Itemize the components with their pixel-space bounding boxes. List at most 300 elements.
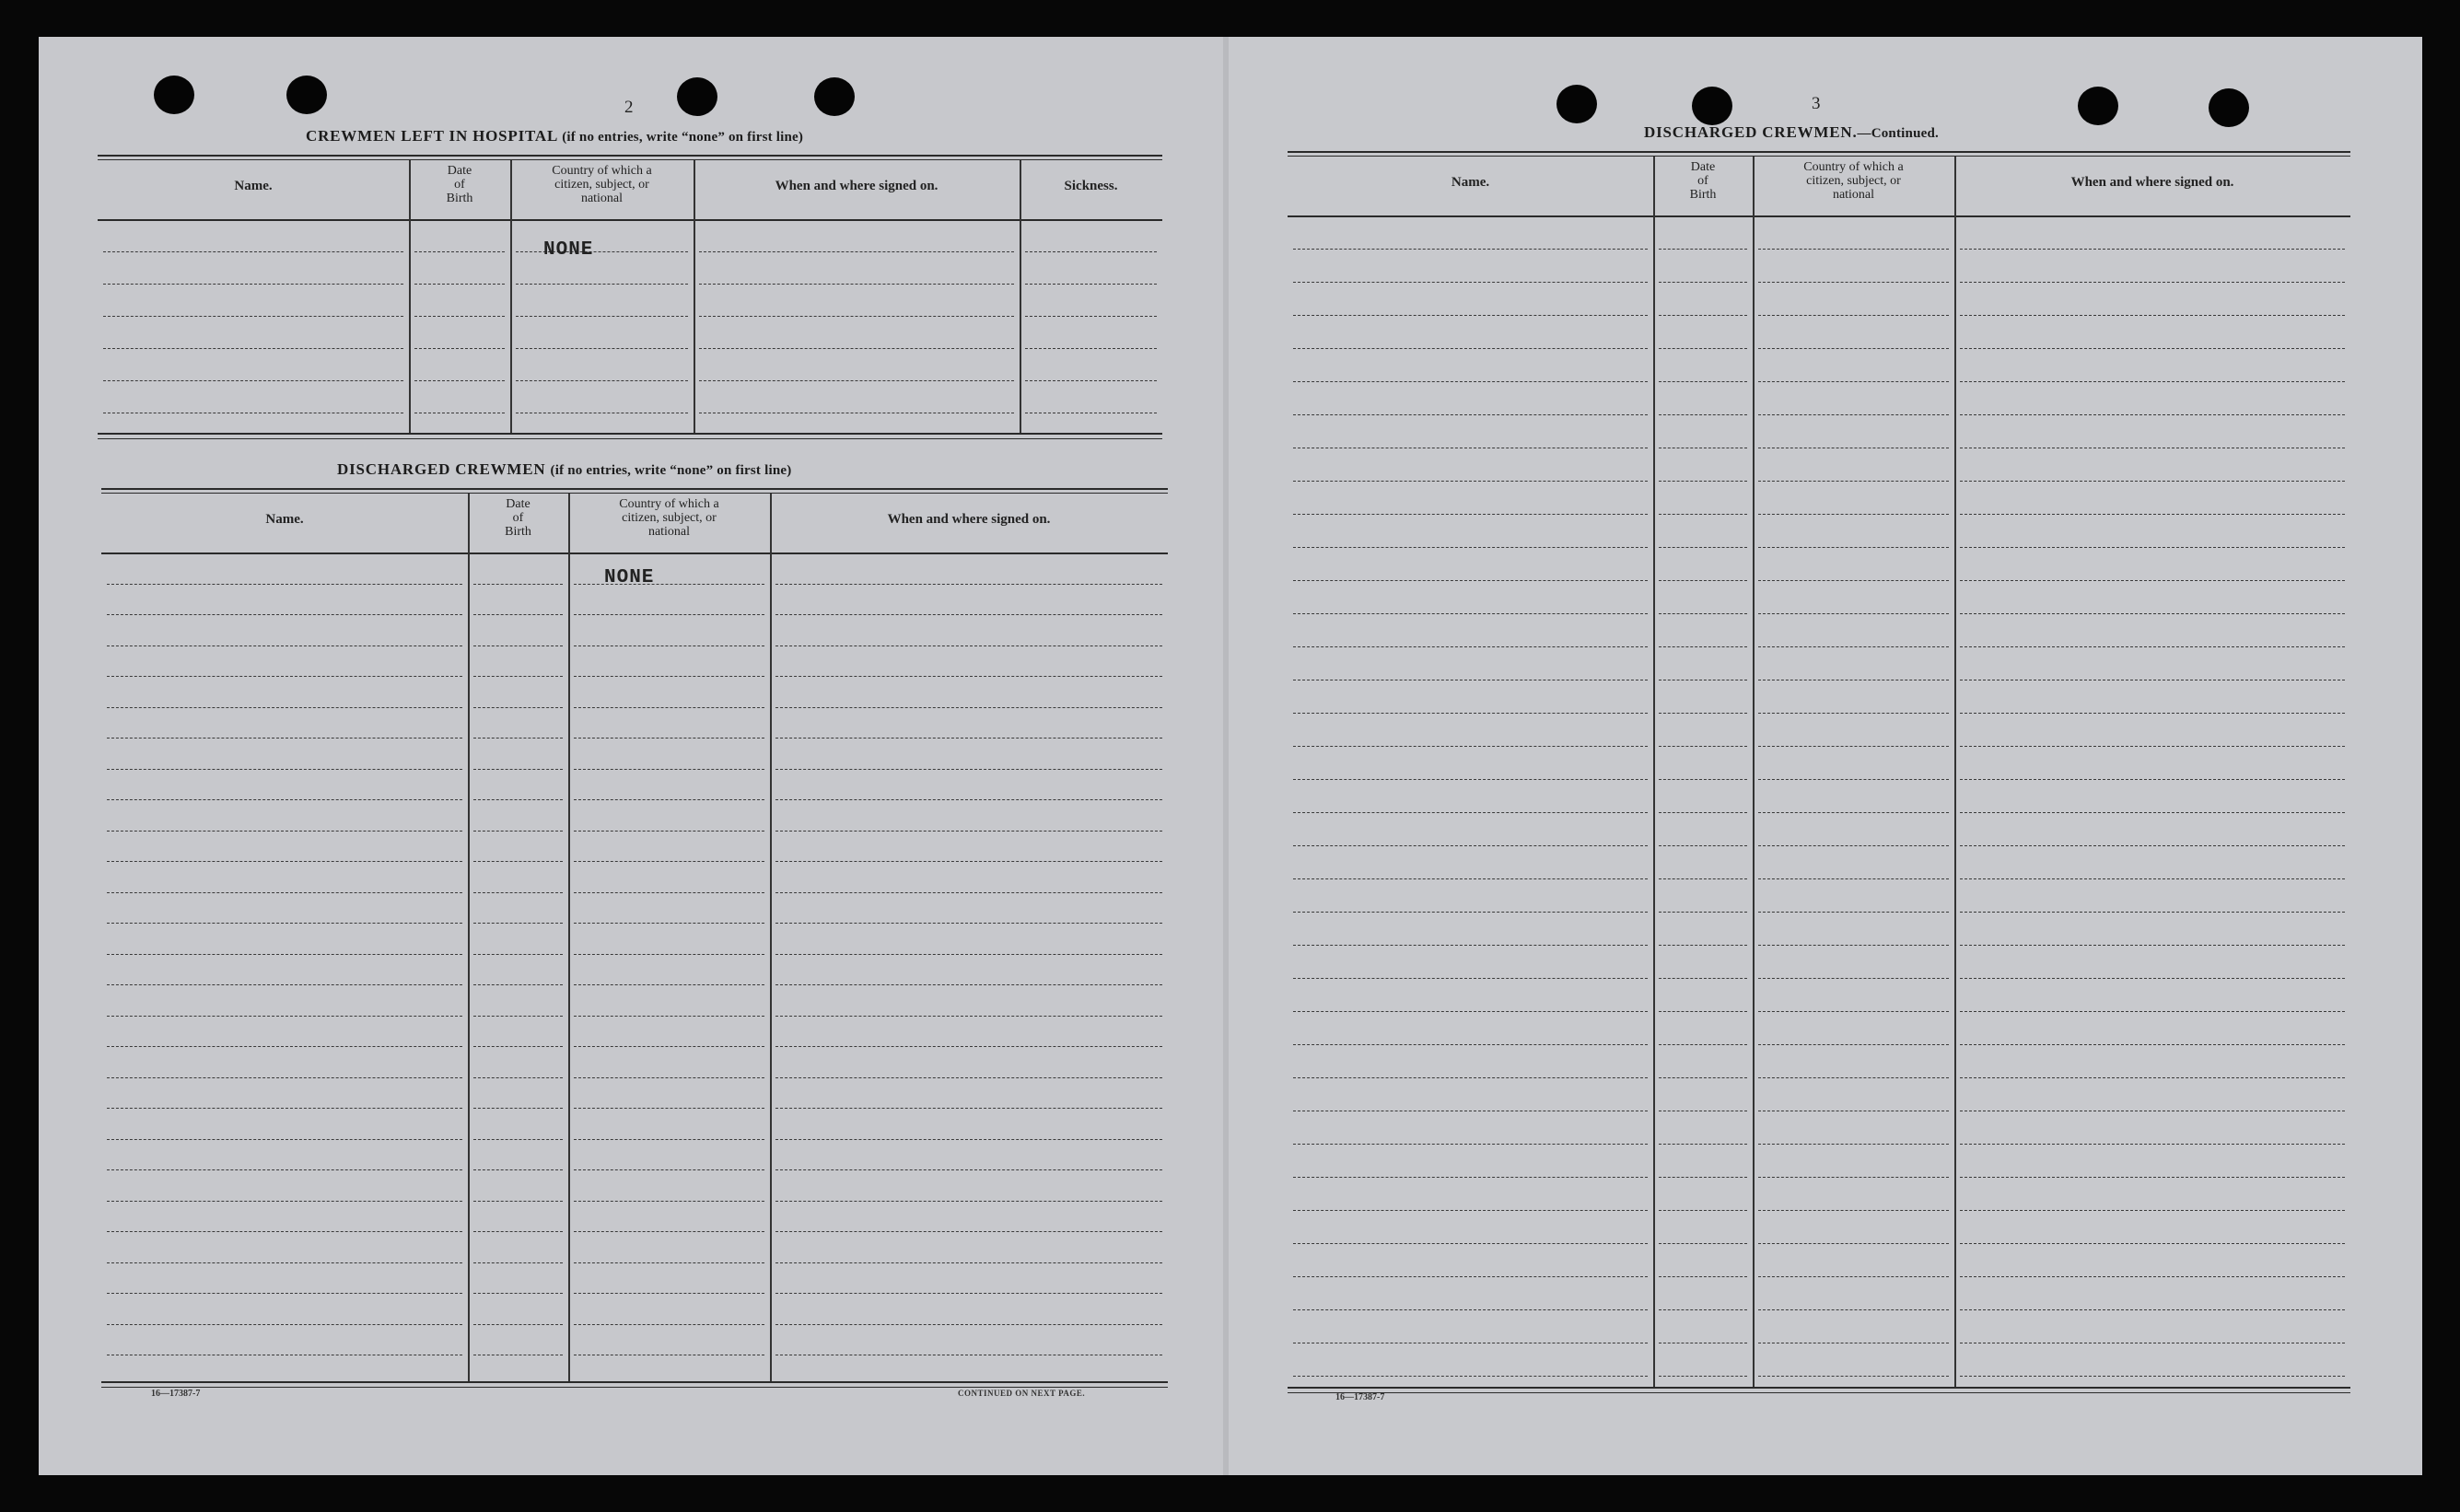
entry-line: [775, 1016, 1162, 1017]
entry-line: [1659, 845, 1747, 846]
entry-line: [1758, 613, 1949, 614]
entry-line: [1659, 315, 1747, 316]
entry-line: [473, 984, 563, 985]
entry-line: [1758, 1144, 1949, 1145]
column-divider: [770, 494, 772, 1381]
hospital-section-title: [306, 127, 803, 145]
entry-line: [1960, 514, 2345, 515]
entry-line: [1758, 646, 1949, 647]
entry-line: [775, 1324, 1162, 1325]
entry-line: [775, 614, 1162, 615]
entry-line: [473, 1324, 563, 1325]
entry-line: [107, 1108, 462, 1109]
column-header: [1288, 175, 1653, 191]
entry-line: [1758, 779, 1949, 780]
entry-line: [1758, 812, 1949, 813]
column-header: [1653, 160, 1753, 202]
entry-line: [107, 861, 462, 862]
entry-line: [1960, 1177, 2345, 1178]
entry-line: [1659, 1077, 1747, 1078]
entry-line: [1293, 978, 1648, 979]
entry-line: [473, 1046, 563, 1047]
entry-line: [1659, 282, 1747, 283]
entry-line: [1960, 1309, 2345, 1310]
entry-line: [1293, 381, 1648, 382]
entry-line: [1659, 1144, 1747, 1145]
entry-line: [516, 348, 688, 349]
entry-line: [1293, 646, 1648, 647]
entry-line: [1293, 1276, 1648, 1277]
entry-line: [699, 251, 1014, 252]
entry-line: [699, 284, 1014, 285]
entry-line: [1293, 249, 1648, 250]
entry-line: [1960, 945, 2345, 946]
entry-line: [107, 954, 462, 955]
discharged-continued-text: DISCHARGED CREWMEN.: [1644, 123, 1858, 141]
top-rule: [101, 493, 1168, 494]
entry-line: [1758, 1077, 1949, 1078]
entry-line: [1659, 713, 1747, 714]
entry-line: [1293, 547, 1648, 548]
entry-line: [414, 284, 505, 285]
entry-line: [1293, 1376, 1648, 1377]
entry-line: [1293, 1243, 1648, 1244]
bottom-rule: [1288, 1387, 2350, 1389]
column-header: [468, 497, 568, 539]
entry-line: [107, 1046, 462, 1047]
entry-line: [103, 380, 403, 381]
top-rule: [98, 159, 1162, 160]
entry-line: [1960, 978, 2345, 979]
entry-line: [1659, 1210, 1747, 1211]
entry-line: [473, 1108, 563, 1109]
entry-line: [775, 1169, 1162, 1170]
punch-hole: [154, 76, 194, 114]
column-header: [770, 512, 1168, 528]
entry-line: [1758, 1376, 1949, 1377]
entry-line: [1659, 1276, 1747, 1277]
punch-hole: [286, 76, 327, 114]
entry-line: [775, 799, 1162, 800]
entry-line: [107, 1077, 462, 1078]
entry-line: [1659, 1309, 1747, 1310]
entry-line: [1659, 878, 1747, 879]
entry-line: [1025, 380, 1157, 381]
entry-line: [1960, 381, 2345, 382]
entry-line: [574, 984, 764, 985]
entry-line: [1659, 381, 1747, 382]
entry-line: [775, 1293, 1162, 1294]
entry-line: [473, 923, 563, 924]
entry-line: [1659, 348, 1747, 349]
entry-line: [107, 707, 462, 708]
entry-line: [516, 284, 688, 285]
entry-line: [775, 738, 1162, 739]
entry-line: [1293, 878, 1648, 879]
entry-line: [516, 380, 688, 381]
entry-line: [1758, 878, 1949, 879]
bottom-rule: [98, 433, 1162, 435]
entry-line: [473, 1139, 563, 1140]
entry-line: [473, 861, 563, 862]
entry-line: [1659, 414, 1747, 415]
entry-line: [473, 799, 563, 800]
top-rule: [98, 155, 1162, 157]
entry-line: [1293, 315, 1648, 316]
entry-line: [1025, 251, 1157, 252]
entry-line: [1758, 713, 1949, 714]
column-header-line: citizen, subject, or: [1806, 174, 1901, 188]
entry-line: [1960, 1144, 2345, 1145]
header-rule: [98, 219, 1162, 221]
entry-line: [1659, 1011, 1747, 1012]
entry-line: [1758, 580, 1949, 581]
column-header-line: Birth: [1689, 188, 1717, 202]
entry-line: [414, 251, 505, 252]
entry-line: [1659, 1177, 1747, 1178]
entry-line: [1659, 945, 1747, 946]
entry-line: [1659, 812, 1747, 813]
entry-line: [1758, 978, 1949, 979]
entry-line: [1293, 1177, 1648, 1178]
column-divider: [1020, 160, 1021, 433]
punch-hole: [677, 77, 717, 116]
entry-line: [574, 707, 764, 708]
entry-line: [1758, 249, 1949, 250]
entry-line: [107, 1016, 462, 1017]
entry-line: [574, 584, 764, 585]
entry-line: [1025, 284, 1157, 285]
entry-line: [699, 316, 1014, 317]
entry-line: [1960, 613, 2345, 614]
entry-line: [1960, 249, 2345, 250]
entry-line: [1960, 1243, 2345, 1244]
entry-line: [1659, 1044, 1747, 1045]
entry-line: [1758, 348, 1949, 349]
entry-line: [775, 984, 1162, 985]
entry-line: [473, 892, 563, 893]
column-divider: [694, 160, 695, 433]
entry-line: [1960, 912, 2345, 913]
column-header: [510, 164, 694, 205]
entry-line: [574, 1231, 764, 1232]
entry-line: [775, 923, 1162, 924]
top-rule: [1288, 151, 2350, 153]
entry-line: [1960, 580, 2345, 581]
punch-hole: [2078, 87, 2118, 125]
form-number: 16—17387-7: [1335, 1392, 1385, 1402]
entry-line: [574, 1046, 764, 1047]
entry-line: [1960, 1077, 2345, 1078]
entry-line: [103, 284, 403, 285]
column-header: [98, 179, 409, 194]
entry-line: [1960, 1376, 2345, 1377]
bottom-rule: [101, 1381, 1168, 1383]
entry-line: [1293, 514, 1648, 515]
entry-line: [574, 738, 764, 739]
column-header-line: Birth: [505, 525, 531, 539]
entry-line: [473, 831, 563, 832]
entry-line: [473, 954, 563, 955]
header-rule: [1288, 215, 2350, 217]
column-divider: [568, 494, 570, 1381]
column-header-line: Name.: [234, 179, 273, 193]
column-header-line: of: [1697, 174, 1708, 188]
entry-line: [473, 769, 563, 770]
entry-line: [1960, 746, 2345, 747]
entry-line: [574, 1262, 764, 1263]
entry-line: [1659, 249, 1747, 250]
entry-line: [574, 676, 764, 677]
entry-line: [107, 769, 462, 770]
column-divider: [1753, 157, 1755, 1387]
column-divider: [468, 494, 470, 1381]
entry-line: [107, 676, 462, 677]
entry-line: [473, 1231, 563, 1232]
column-header-line: Date: [1690, 160, 1716, 174]
entry-line: [1758, 481, 1949, 482]
entry-line: [699, 348, 1014, 349]
entry-line: [775, 954, 1162, 955]
continued-suffix: —Continued.: [1857, 126, 1939, 141]
entry-line: [1758, 1210, 1949, 1211]
entry-line: [1659, 547, 1747, 548]
entry-line: [414, 380, 505, 381]
entry-line: [1758, 945, 1949, 946]
entry-line: [1960, 1011, 2345, 1012]
entry-line: [107, 738, 462, 739]
entry-line: [107, 1201, 462, 1202]
entry-line: [107, 1139, 462, 1140]
entry-line: [1758, 912, 1949, 913]
entry-line: [1960, 779, 2345, 780]
column-header-line: Country of which a: [619, 497, 719, 511]
entry-line: [775, 1201, 1162, 1202]
entry-line: [473, 738, 563, 739]
discharged-section-title: [337, 460, 791, 479]
entry-line: [699, 380, 1014, 381]
entry-line: [1758, 746, 1949, 747]
entry-line: [775, 1046, 1162, 1047]
left-page: [39, 37, 1227, 1475]
entry-line: [1758, 514, 1949, 515]
entry-line: [1293, 912, 1648, 913]
bottom-rule: [1288, 1392, 2350, 1393]
entry-line: [1960, 282, 2345, 283]
entry-line: [1960, 1210, 2345, 1211]
column-header-line: When and where signed on.: [2070, 175, 2234, 190]
entry-line: [574, 831, 764, 832]
entry-line: [473, 707, 563, 708]
page-fold: [1223, 37, 1229, 1475]
entry-line: [574, 1293, 764, 1294]
entry-line: [1293, 1309, 1648, 1310]
entry-line: [107, 1262, 462, 1263]
entry-line: [574, 1139, 764, 1140]
entry-line: [775, 676, 1162, 677]
entry-line: [1293, 945, 1648, 946]
entry-line: [103, 348, 403, 349]
entry-line: [1659, 912, 1747, 913]
entry-line: [1293, 845, 1648, 846]
column-divider: [1653, 157, 1655, 1387]
entry-line: [1960, 414, 2345, 415]
punch-hole: [1556, 85, 1597, 123]
column-header-line: Date: [506, 497, 530, 511]
right-page: [1227, 37, 2422, 1475]
entry-line: [107, 1231, 462, 1232]
entry-line: [574, 769, 764, 770]
entry-line: [1960, 1044, 2345, 1045]
entry-line: [1960, 646, 2345, 647]
top-rule: [1288, 156, 2350, 157]
continued-note: CONTINUED ON NEXT PAGE.: [958, 1389, 1086, 1398]
entry-line: [1758, 1243, 1949, 1244]
form-number: 16—17387-7: [151, 1389, 201, 1399]
discharged-title-text: DISCHARGED CREWMEN: [337, 460, 546, 478]
top-rule: [101, 488, 1168, 490]
entry-line: [1659, 580, 1747, 581]
column-header: [1020, 179, 1162, 194]
entry-line: [775, 769, 1162, 770]
entry-line: [473, 1293, 563, 1294]
column-header: [1753, 160, 1954, 202]
entry-line: [775, 831, 1162, 832]
column-header-line: citizen, subject, or: [622, 511, 717, 525]
column-header-line: national: [647, 525, 691, 539]
entry-line: [574, 892, 764, 893]
column-header: [694, 179, 1020, 194]
punch-hole: [1692, 87, 1732, 125]
entry-line: [107, 1293, 462, 1294]
entry-line: [574, 954, 764, 955]
entry-line: [775, 707, 1162, 708]
column-header-line: citizen, subject, or: [554, 178, 649, 192]
entry-line: [775, 892, 1162, 893]
column-divider: [1954, 157, 1956, 1387]
entry-line: [574, 1169, 764, 1170]
entry-text: NONE: [604, 567, 655, 588]
entry-line: [1293, 1210, 1648, 1211]
entry-line: [574, 1016, 764, 1017]
column-header-line: national: [580, 192, 624, 205]
column-header-line: Country of which a: [1803, 160, 1904, 174]
entry-line: [107, 831, 462, 832]
entry-line: [103, 251, 403, 252]
column-header: [568, 497, 770, 539]
entry-line: [1659, 978, 1747, 979]
entry-line: [1293, 1144, 1648, 1145]
entry-line: [1960, 1276, 2345, 1277]
entry-line: [1293, 1011, 1648, 1012]
entry-line: [1659, 613, 1747, 614]
entry-line: [1293, 812, 1648, 813]
entry-line: [1960, 878, 2345, 879]
column-header-line: of: [454, 178, 465, 192]
entry-line: [107, 1169, 462, 1170]
entry-line: [1293, 746, 1648, 747]
hospital-title-text: CREWMEN LEFT IN HOSPITAL: [306, 127, 558, 145]
entry-line: [1758, 1011, 1949, 1012]
entry-line: [574, 799, 764, 800]
entry-line: [775, 1077, 1162, 1078]
entry-line: [574, 614, 764, 615]
entry-line: [1293, 1077, 1648, 1078]
column-header: [101, 512, 468, 528]
entry-line: [1960, 713, 2345, 714]
entry-line: [1659, 1243, 1747, 1244]
entry-line: [107, 923, 462, 924]
entry-line: [1960, 845, 2345, 846]
column-header-line: Birth: [446, 192, 473, 205]
entry-line: [775, 1139, 1162, 1140]
entry-line: [1659, 514, 1747, 515]
entry-line: [1025, 316, 1157, 317]
entry-line: [1025, 348, 1157, 349]
entry-line: [1960, 348, 2345, 349]
entry-line: [1960, 547, 2345, 548]
entry-text: NONE: [543, 239, 594, 261]
column-header: [409, 164, 510, 205]
column-header-line: Sickness.: [1064, 179, 1118, 193]
entry-line: [473, 1262, 563, 1263]
punch-hole: [2209, 88, 2249, 127]
entry-line: [1758, 414, 1949, 415]
entry-line: [574, 1077, 764, 1078]
entry-line: [1659, 1376, 1747, 1377]
entry-line: [1758, 1309, 1949, 1310]
column-header-line: Name.: [265, 512, 304, 527]
column-header-line: of: [512, 511, 524, 525]
entry-line: [107, 614, 462, 615]
entry-line: [574, 1108, 764, 1109]
entry-line: [574, 1201, 764, 1202]
entry-line: [1758, 845, 1949, 846]
entry-line: [414, 316, 505, 317]
entry-line: [1293, 779, 1648, 780]
entry-line: [1293, 282, 1648, 283]
entry-line: [775, 584, 1162, 585]
entry-line: [473, 1169, 563, 1170]
entry-line: [775, 861, 1162, 862]
discharged-instruction: (if no entries, write “none” on first line): [550, 463, 792, 478]
entry-line: [1758, 1276, 1949, 1277]
discharged-continued-title: [1644, 123, 1939, 142]
column-header-line: When and where signed on.: [775, 179, 939, 193]
entry-line: [775, 1262, 1162, 1263]
entry-line: [1293, 1044, 1648, 1045]
column-header-line: When and where signed on.: [887, 512, 1051, 527]
entry-line: [1659, 779, 1747, 780]
punch-hole: [814, 77, 855, 116]
entry-line: [1293, 713, 1648, 714]
entry-line: [1758, 547, 1949, 548]
entry-line: [1659, 481, 1747, 482]
entry-line: [516, 316, 688, 317]
bottom-rule: [101, 1387, 1168, 1388]
entry-line: [1659, 646, 1747, 647]
entry-line: [1960, 481, 2345, 482]
column-header-line: Name.: [1451, 175, 1490, 190]
header-rule: [101, 552, 1168, 554]
entry-line: [1758, 381, 1949, 382]
column-header-line: Country of which a: [552, 164, 652, 178]
entry-line: [1293, 414, 1648, 415]
page-number: 3: [1812, 94, 1821, 113]
entry-line: [574, 1324, 764, 1325]
entry-line: [775, 1231, 1162, 1232]
entry-line: [574, 923, 764, 924]
